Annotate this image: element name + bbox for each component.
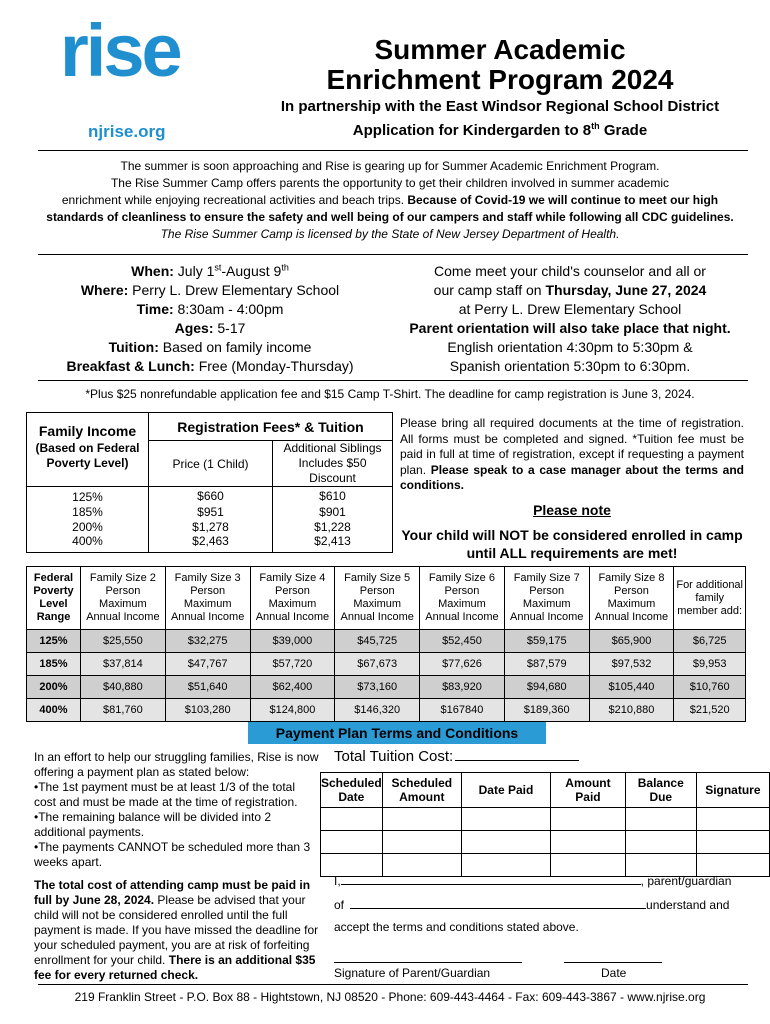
poverty-header: Family Size 5 Person Maximum Annual Income [335, 567, 420, 630]
application-subtitle: Application for Kindergarden to 8th Grade [352, 121, 648, 139]
poverty-header: Federal Poverty Level Range [27, 567, 81, 630]
signature-label: Signature of Parent/Guardian [334, 966, 491, 980]
divider [38, 984, 748, 985]
pp-header: Balance Due [625, 773, 696, 808]
pp-header: Amount Paid [551, 773, 626, 808]
fee-sibling: $1,228 [273, 519, 393, 534]
divider [38, 150, 748, 151]
income-header: Family Income (Based on Federal Poverty Level) [27, 413, 149, 487]
pp-header: Scheduled Date [321, 773, 383, 808]
fee-price: $951 [149, 504, 273, 519]
pp-header: Scheduled Amount [382, 773, 461, 808]
registration-fee-table [26, 412, 393, 553]
poverty-header: Family Size 4 Person Maximum Annual Income [250, 567, 335, 630]
date-line[interactable] [564, 962, 662, 963]
poverty-header: Family Size 6 Person Maximum Annual Income [420, 567, 505, 630]
payment-plan-terms: In an effort to help our struggling families, Rise is now offering a payment plan as stated below: •The 1st payment must be at least 1/3 of the total cost and must be made at the time of registration. •The remaining balance will be divided into 2 additional payments. •The payments CANNOT be scheduled more than 3 weeks apart. [34, 750, 319, 869]
divider [38, 380, 748, 381]
footer-contact: 219 Franklin Street - P.O. Box 88 - Hightstown, NJ 08520 - Phone: 609-443-4464 - Fax: 609-443-3867 - www.njrise.org [74, 990, 706, 1004]
enrollment-warning: Your child will NOT be considered enrolled in camp until ALL requirements are met! [401, 527, 743, 561]
fee-price: $1,278 [149, 519, 273, 534]
fee-price: $2,463 [149, 534, 273, 552]
fee-level: 200% [27, 519, 149, 534]
payment-deadline: The total cost of attending camp must be paid in full by June 28, 2024. Please be advised that your child will not be considered enrolled until the full payment is made. If you have missed the deadline for your scheduled payment, you are at risk of forfeiting enrollment for your child. There is an additional $35 fee for every returned check. [34, 878, 319, 982]
date-label: Date [601, 966, 627, 980]
payment-schedule-table [320, 772, 770, 877]
page-title-line1: Summer Academic [374, 34, 626, 65]
fee-level: 125% [27, 487, 149, 505]
pp-header: Date Paid [461, 773, 550, 808]
divider [38, 254, 748, 255]
guardian-name-line[interactable]: I, , parent/guardian [334, 874, 732, 888]
fee-level: 185% [27, 504, 149, 519]
fee-sibling: $610 [273, 487, 393, 505]
table-row[interactable] [321, 831, 770, 854]
camp-details: When: July 1st-August 9th Where: Perry L. Drew Elementary School Time: 8:30am - 4:00pm Ages: 5-17 Tuition: Based on family income Breakfast & Lunch: Free (Monday-Thursday) [66, 262, 354, 374]
poverty-level-table [26, 566, 746, 722]
fee-sibling: $2,413 [273, 534, 393, 552]
fee-note: *Plus $25 nonrefundable application fee and $15 Camp T-Shirt. The deadline for camp registration is June 3, 2024. [85, 387, 695, 401]
orientation-info: Come meet your child's counselor and all or our camp staff on Thursday, June 27, 2024 at Perry L. Drew Elementary School Parent orientation will also take place that night. English orientation 4:30pm to 5:30pm & Spanish orientation 5:30pm to 6:30pm. [409, 263, 731, 374]
total-tuition-cost: Total Tuition Cost: [334, 748, 579, 765]
please-note-heading: Please note [533, 502, 611, 518]
registration-fees-header: Registration Fees* & Tuition [149, 413, 393, 441]
intro-paragraph: The summer is soon approaching and Rise is gearing up for Summer Academic Enrichment Program. The Rise Summer Camp offers parents the opportunity to get their children involved in summer academic enrichment while enjoying recreational activities and beach trips. Because of Covid-19 we will continue to meet our high standards of cleanliness to ensure the safety and well being of our campers and staff while following all CDC guidelines. The Rise Summer Camp is licensed by the State of New Jersey Department of Health. [46, 159, 734, 241]
partnership-subtitle: In partnership with the East Windsor Regional School District [280, 98, 720, 115]
table-row: 200% $40,880 $51,640 $62,400 $73,160 $83,920 $94,680 $105,440 $10,760 [27, 676, 746, 699]
fee-price: $660 [149, 487, 273, 505]
poverty-header: Family Size 2 Person Maximum Annual Income [81, 567, 166, 630]
rise-logo: rise [60, 9, 180, 92]
child-name-line[interactable]: of understand and [334, 898, 730, 912]
poverty-header: For additional family member add: [674, 567, 746, 630]
payment-plan-header: Payment Plan Terms and Conditions [248, 722, 546, 744]
rise-logo-url: njrise.org [88, 122, 166, 141]
registration-instructions: Please bring all required documents at the time of registration. All forms must be completed and signed. *Tuition fee must be paid in full at time of registration, except if requesting a payment plan. Please speak to a case manager about the terms and conditions. [400, 416, 745, 492]
fee-sibling: $901 [273, 504, 393, 519]
poverty-header: Family Size 3 Person Maximum Annual Income [165, 567, 250, 630]
poverty-header: Family Size 7 Person Maximum Annual Income [504, 567, 589, 630]
table-row[interactable] [321, 808, 770, 831]
table-row: 125% $25,550 $32,275 $39,000 $45,725 $52,450 $59,175 $65,900 $6,725 [27, 630, 746, 653]
poverty-header: Family Size 8 Person Maximum Annual Income [589, 567, 674, 630]
pp-header: Signature [696, 773, 769, 808]
siblings-header: Additional Siblings Includes $50 Discount [273, 441, 393, 487]
page-title-line2: Enrichment Program 2024 [326, 64, 674, 95]
price-header: Price (1 Child) [149, 441, 273, 487]
table-row: 185% $37,814 $47,767 $57,720 $67,673 $77,626 $87,579 $97,532 $9,953 [27, 653, 746, 676]
table-row: 400% $81,760 $103,280 $124,800 $146,320 $167840 $189,360 $210,880 $21,520 [27, 699, 746, 722]
fee-level: 400% [27, 534, 149, 552]
accept-terms-text: accept the terms and conditions stated above. [334, 920, 579, 934]
signature-line[interactable] [334, 962, 522, 963]
